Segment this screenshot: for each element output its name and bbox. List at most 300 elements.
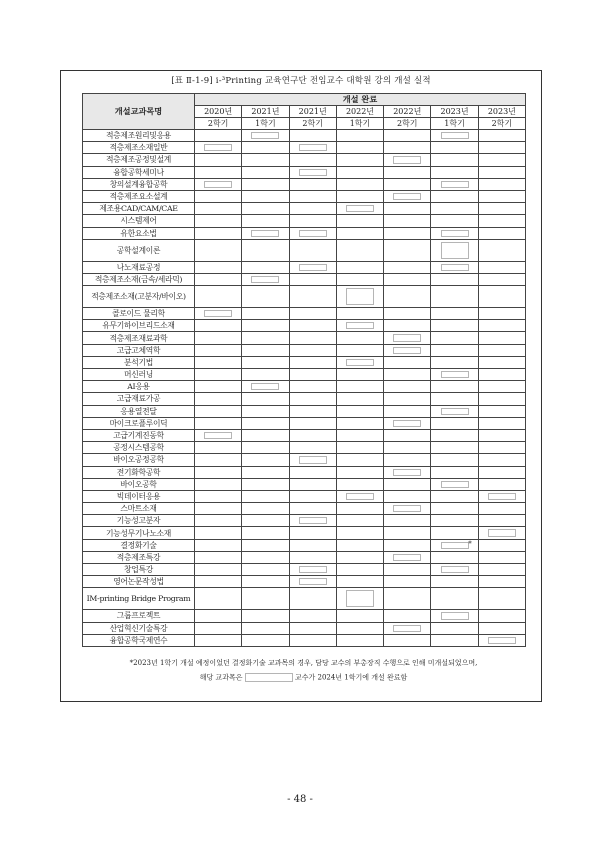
term-cell [195, 634, 242, 646]
term-cell [289, 551, 336, 563]
term-cell [242, 539, 289, 551]
term-cell [289, 527, 336, 539]
table-row [83, 203, 526, 215]
term-cell [478, 320, 525, 332]
course-name: 고급재료가공 [83, 393, 195, 405]
term-cell [478, 286, 525, 308]
redacted-professor-box [441, 264, 469, 271]
term-cell [336, 344, 383, 356]
term-cell [384, 178, 431, 190]
term-cell [431, 527, 478, 539]
term-cell [336, 393, 383, 405]
term-cell [478, 154, 525, 166]
term-cell [195, 393, 242, 405]
term-cell [431, 178, 478, 190]
term-cell [384, 320, 431, 332]
term-cell [195, 588, 242, 610]
term-cell [289, 344, 336, 356]
term-cell [195, 564, 242, 576]
course-name: 영어논문작성법 [83, 576, 195, 588]
term-cell [431, 588, 478, 610]
term-cell [289, 634, 336, 646]
term-cell [289, 576, 336, 588]
term-cell [384, 454, 431, 466]
redacted-professor-box [441, 481, 469, 488]
table-row [83, 454, 526, 466]
course-name: 적층제조원리및응용 [83, 130, 195, 142]
term-cell [336, 190, 383, 202]
table-caption: [표 Ⅱ-1-9] i-³Printing 교육연구단 전임교수 대학원 강의 개설 실적 [171, 76, 431, 86]
term-cell [336, 515, 383, 527]
term-cell [431, 634, 478, 646]
course-name: 마이크로플루이딕 [83, 417, 195, 429]
header-year: 2020년 [195, 106, 242, 118]
term-cell [242, 466, 289, 478]
term-cell [384, 429, 431, 441]
term-cell [431, 551, 478, 563]
term-cell [431, 356, 478, 368]
table-row [83, 588, 526, 610]
term-cell [431, 610, 478, 622]
term-cell [384, 332, 431, 344]
redacted-professor-box [393, 334, 421, 341]
redacted-professor-box [346, 205, 374, 212]
term-cell [384, 551, 431, 563]
term-cell [195, 320, 242, 332]
term-cell [289, 503, 336, 515]
term-cell [195, 142, 242, 154]
term-cell [195, 130, 242, 142]
redacted-professor-box [204, 181, 232, 188]
course-name: 기능성고분자 [83, 515, 195, 527]
term-cell [384, 273, 431, 285]
term-cell [336, 215, 383, 227]
term-cell [478, 442, 525, 454]
table-row [83, 576, 526, 588]
term-cell [384, 239, 431, 261]
term-cell [431, 344, 478, 356]
term-cell [384, 154, 431, 166]
course-name: 적층제조요소설계 [83, 190, 195, 202]
term-cell [289, 286, 336, 308]
table-row [83, 442, 526, 454]
header-year: 2022년 [384, 106, 431, 118]
term-cell [431, 576, 478, 588]
term-cell [336, 203, 383, 215]
term-cell [289, 190, 336, 202]
table-row [83, 564, 526, 576]
redacted-professor-box [441, 566, 469, 573]
term-cell [242, 142, 289, 154]
term-cell [242, 239, 289, 261]
redacted-professor-box [393, 420, 421, 427]
term-cell [242, 527, 289, 539]
redacted-professor-box [204, 144, 232, 151]
term-cell [384, 564, 431, 576]
term-cell [289, 261, 336, 273]
term-cell [384, 515, 431, 527]
term-cell [336, 261, 383, 273]
table-row [83, 466, 526, 478]
term-cell [242, 261, 289, 273]
term-cell [195, 405, 242, 417]
redacted-professor-box [204, 432, 232, 439]
term-cell [242, 356, 289, 368]
term-cell [242, 154, 289, 166]
term-cell [242, 576, 289, 588]
course-name: 결정화기술 [83, 539, 195, 551]
redacted-professor-box [299, 144, 327, 151]
term-cell [289, 454, 336, 466]
term-cell [195, 261, 242, 273]
table-row [83, 393, 526, 405]
term-cell [478, 344, 525, 356]
term-cell [242, 478, 289, 490]
redacted-professor-box [488, 637, 516, 644]
term-cell [195, 622, 242, 634]
term-cell [384, 417, 431, 429]
term-cell [431, 478, 478, 490]
table-row [83, 490, 526, 502]
term-cell [478, 634, 525, 646]
term-cell [242, 308, 289, 320]
term-cell [431, 154, 478, 166]
term-cell [478, 369, 525, 381]
term-cell [195, 308, 242, 320]
note-asterisk: * [468, 539, 472, 548]
redacted-professor-box [299, 264, 327, 271]
term-cell [195, 442, 242, 454]
term-cell [478, 454, 525, 466]
term-cell [431, 273, 478, 285]
term-cell [242, 490, 289, 502]
term-cell [431, 417, 478, 429]
term-cell [478, 142, 525, 154]
term-cell [289, 178, 336, 190]
course-name: 빅데이터응용 [83, 490, 195, 502]
page-number: - 48 - [287, 794, 313, 805]
table-row [83, 417, 526, 429]
term-cell [289, 622, 336, 634]
redacted-professor-box [299, 517, 327, 524]
course-name: 공정시스템공학 [83, 442, 195, 454]
term-cell [478, 239, 525, 261]
course-name: IM-printing Bridge Program [83, 588, 195, 610]
table-row [83, 239, 526, 261]
term-cell [431, 466, 478, 478]
term-cell [478, 130, 525, 142]
term-cell [336, 539, 383, 551]
term-cell [289, 564, 336, 576]
term-cell [195, 369, 242, 381]
redacted-professor-box [441, 132, 469, 139]
term-cell [195, 203, 242, 215]
header-semester: 2학기 [289, 118, 336, 130]
redacted-name-box [245, 673, 293, 682]
term-cell [478, 610, 525, 622]
redacted-professor-box [441, 542, 469, 549]
footnote-suffix: 교수가 2024년 1학기에 개설 완료함 [294, 673, 408, 682]
term-cell [336, 369, 383, 381]
term-cell [336, 610, 383, 622]
course-name: 창업특강 [83, 564, 195, 576]
term-cell [242, 178, 289, 190]
redacted-professor-box [393, 193, 421, 200]
term-cell [195, 490, 242, 502]
term-cell [478, 273, 525, 285]
term-cell [384, 130, 431, 142]
term-cell [431, 429, 478, 441]
term-cell [478, 551, 525, 563]
term-cell [384, 576, 431, 588]
table-row [83, 320, 526, 332]
term-cell [431, 215, 478, 227]
term-cell [384, 539, 431, 551]
redacted-professor-box [299, 230, 327, 237]
redacted-professor-box [441, 612, 469, 619]
table-row [83, 515, 526, 527]
footnote-line-1: *2023년 1학기 개설 예정이었던 결정화기술 교과목의 경우, 담당 교수의 부총장직 수행으로 인해 미개설되었으며, [129, 659, 478, 667]
term-cell [384, 405, 431, 417]
term-cell [242, 564, 289, 576]
redacted-professor-box [346, 590, 374, 607]
course-name: 기능성무기나노소재 [83, 527, 195, 539]
term-cell [478, 393, 525, 405]
term-cell [478, 478, 525, 490]
term-cell [336, 417, 383, 429]
term-cell [478, 332, 525, 344]
redacted-professor-box [251, 276, 279, 283]
header-semester: 1학기 [336, 118, 383, 130]
term-cell [242, 130, 289, 142]
term-cell [431, 166, 478, 178]
course-name: 산업혁신기술특강 [83, 622, 195, 634]
term-cell [289, 405, 336, 417]
table-frame [60, 70, 542, 702]
term-cell [336, 454, 383, 466]
term-cell [242, 332, 289, 344]
term-cell [242, 369, 289, 381]
course-name: 바이오공학 [83, 478, 195, 490]
term-cell [336, 466, 383, 478]
term-cell [478, 178, 525, 190]
header-opened: 개설 완료 [195, 94, 526, 106]
course-name: 적층제조공정및설계 [83, 154, 195, 166]
term-cell [478, 381, 525, 393]
term-cell [195, 551, 242, 563]
table-row [83, 344, 526, 356]
header-semester: 2학기 [195, 118, 242, 130]
redacted-professor-box [441, 230, 469, 237]
term-cell [336, 356, 383, 368]
term-cell [195, 190, 242, 202]
term-cell [431, 261, 478, 273]
table-row [83, 142, 526, 154]
term-cell [336, 405, 383, 417]
course-name: 유한요소법 [83, 227, 195, 239]
term-cell [289, 215, 336, 227]
term-cell [431, 454, 478, 466]
term-cell [478, 503, 525, 515]
term-cell [195, 527, 242, 539]
header-semester: 2학기 [384, 118, 431, 130]
term-cell [242, 393, 289, 405]
term-cell [478, 576, 525, 588]
term-cell [336, 576, 383, 588]
term-cell [384, 344, 431, 356]
term-cell [195, 454, 242, 466]
term-cell [242, 442, 289, 454]
table-row [83, 405, 526, 417]
course-name: 창의설계융합공학 [83, 178, 195, 190]
term-cell [478, 356, 525, 368]
term-cell [195, 332, 242, 344]
term-cell [384, 215, 431, 227]
redacted-professor-box [251, 383, 279, 390]
term-cell [195, 227, 242, 239]
term-cell [195, 239, 242, 261]
header-semester: 2학기 [478, 118, 525, 130]
term-cell [478, 429, 525, 441]
term-cell [242, 610, 289, 622]
term-cell [289, 539, 336, 551]
term-cell [478, 466, 525, 478]
redacted-professor-box [251, 230, 279, 237]
term-cell [195, 539, 242, 551]
term-cell [289, 356, 336, 368]
term-cell [336, 154, 383, 166]
header-year: 2023년 [431, 106, 478, 118]
term-cell [431, 190, 478, 202]
term-cell [336, 308, 383, 320]
term-cell [289, 442, 336, 454]
table-row [83, 227, 526, 239]
footnote-prefix: 해당 교과목은 [199, 673, 243, 682]
term-cell [384, 588, 431, 610]
table-row [83, 527, 526, 539]
term-cell [195, 429, 242, 441]
term-cell [431, 539, 478, 551]
term-cell [384, 503, 431, 515]
header-year: 2021년 [242, 106, 289, 118]
term-cell [478, 215, 525, 227]
term-cell [431, 515, 478, 527]
redacted-professor-box [251, 132, 279, 139]
course-name: 유무기하이브리드소재 [83, 320, 195, 332]
term-cell [289, 239, 336, 261]
course-name: AI응용 [83, 381, 195, 393]
term-cell [336, 142, 383, 154]
course-name: 콜로이드 물리학 [83, 308, 195, 320]
table-row [83, 539, 526, 551]
term-cell [195, 215, 242, 227]
course-name: 적층제조소재(금속/세라믹) [83, 273, 195, 285]
term-cell [478, 527, 525, 539]
term-cell [195, 273, 242, 285]
term-cell [336, 442, 383, 454]
header-year: 2023년 [478, 106, 525, 118]
term-cell [384, 286, 431, 308]
term-cell [242, 454, 289, 466]
redacted-professor-box [346, 359, 374, 366]
table-row [83, 551, 526, 563]
term-cell [384, 490, 431, 502]
term-cell [336, 227, 383, 239]
term-cell [384, 466, 431, 478]
term-cell [478, 405, 525, 417]
term-cell [384, 261, 431, 273]
term-cell [242, 429, 289, 441]
term-cell [289, 515, 336, 527]
redacted-professor-box [393, 554, 421, 561]
term-cell [195, 356, 242, 368]
term-cell [195, 610, 242, 622]
term-cell [431, 130, 478, 142]
header-course-name: 개설교과목명 [83, 94, 195, 130]
redacted-professor-box [488, 493, 516, 500]
course-name: 융합공학국제연수 [83, 634, 195, 646]
term-cell [195, 166, 242, 178]
term-cell [289, 429, 336, 441]
course-name: 고급기계진동학 [83, 429, 195, 441]
term-cell [336, 239, 383, 261]
term-cell [195, 344, 242, 356]
term-cell [431, 142, 478, 154]
term-cell [336, 429, 383, 441]
term-cell [336, 634, 383, 646]
term-cell [336, 332, 383, 344]
term-cell [336, 286, 383, 308]
course-name: 나노재료공정 [83, 261, 195, 273]
term-cell [242, 190, 289, 202]
term-cell [478, 515, 525, 527]
course-name: 스마트소재 [83, 503, 195, 515]
course-name: 머신러닝 [83, 369, 195, 381]
term-cell [478, 190, 525, 202]
term-cell [195, 381, 242, 393]
course-name: 분석기법 [83, 356, 195, 368]
term-cell [431, 381, 478, 393]
term-cell [336, 166, 383, 178]
term-cell [289, 417, 336, 429]
redacted-professor-box [299, 566, 327, 573]
course-table [82, 93, 526, 647]
term-cell [289, 130, 336, 142]
table-row [83, 429, 526, 441]
table-row [83, 634, 526, 646]
term-cell [478, 308, 525, 320]
term-cell [242, 588, 289, 610]
term-cell [384, 442, 431, 454]
redacted-professor-box [299, 578, 327, 585]
course-name: 적층제조소재일반 [83, 142, 195, 154]
term-cell [336, 588, 383, 610]
term-cell [478, 539, 525, 551]
term-cell [384, 369, 431, 381]
term-cell [289, 203, 336, 215]
table-row [83, 478, 526, 490]
term-cell [242, 273, 289, 285]
term-cell [242, 634, 289, 646]
table-row [83, 261, 526, 273]
term-cell [336, 478, 383, 490]
header-year: 2021년 [289, 106, 336, 118]
term-cell [431, 308, 478, 320]
term-cell [242, 203, 289, 215]
term-cell [431, 320, 478, 332]
term-cell [289, 227, 336, 239]
redacted-professor-box [299, 456, 327, 463]
